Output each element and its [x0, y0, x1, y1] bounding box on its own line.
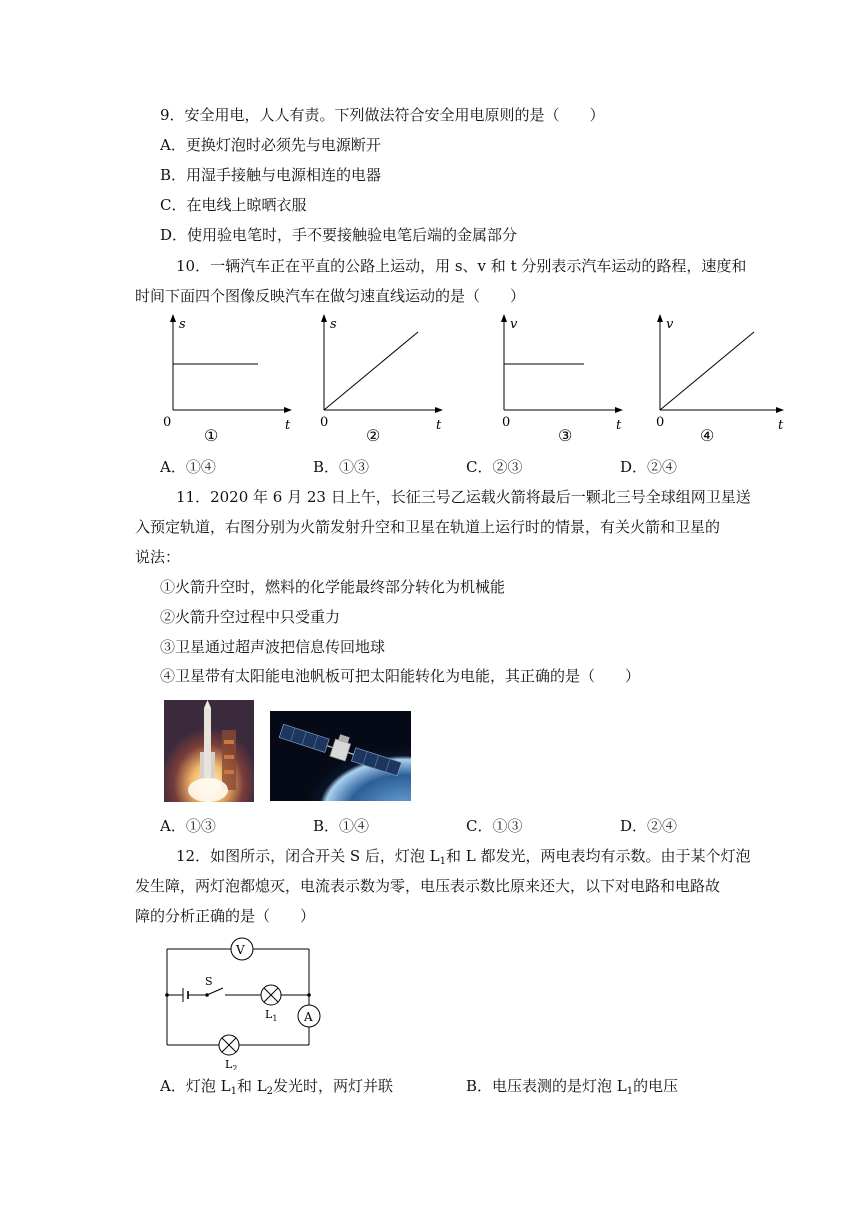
q10-option-a: A．①④	[160, 458, 216, 476]
q10-stem-line1: 10．一辆汽车正在平直的公路上运动，用 s、v 和 t 分别表示汽车运动的路程，速度和	[176, 257, 747, 275]
q11-option-c: C．①③	[466, 817, 523, 835]
q11-stem-line1: 11．2020 年 6 月 23 日上午，长征三号乙运载火箭将最后一颗北三号全球组网卫星送	[176, 488, 751, 506]
graph-2-xaxis: t	[436, 418, 442, 433]
q9-option-c: C．在电线上晾晒衣服	[160, 196, 307, 214]
graph-4-label: ④	[700, 426, 715, 445]
rocket-launch-photo	[164, 700, 254, 802]
graph-2-yaxis: s	[330, 317, 337, 332]
graph-3-xaxis: t	[616, 418, 622, 433]
q11-statement-3: ③卫星通过超声波把信息传回地球	[160, 638, 386, 656]
q9-option-b: B．用湿手接触与电源相连的电器	[160, 166, 382, 184]
graph-1-yaxis: s	[179, 317, 186, 332]
q9-option-d: D．使用验电笔时，手不要接触验电笔后端的金属部分	[160, 226, 518, 244]
q10-option-d: D．②④	[620, 458, 678, 476]
q11-option-b: B．①④	[313, 817, 370, 835]
q11-statement-2: ②火箭升空过程中只受重力	[160, 608, 341, 626]
q11-stem-line3: 说法：	[135, 548, 181, 566]
graph-3	[486, 310, 631, 454]
lamp2-label: $L_2$	[225, 1058, 238, 1070]
graph-4-origin: 0	[656, 415, 665, 430]
graph-3-origin: 0	[502, 415, 511, 430]
q12-stem-line2: 发生障，两灯泡都熄灭，电流表示数为零，电压表示数比原来还大，以下对电路和电路故	[135, 877, 721, 895]
q12-stem-line1: 12．如图所示，闭合开关 S 后，灯泡 $L_1$和 L 都发光，两电表均有示数。由于某个灯泡	[176, 847, 751, 867]
q12-stem-line3: 障的分析正确的是（ ）	[135, 907, 316, 925]
graph-4-xaxis: t	[778, 418, 784, 433]
graph-4	[642, 310, 792, 454]
q11-stem-line2: 入预定轨道，右图分别为火箭发射升空和卫星在轨道上运行时的情景，有关火箭和卫星的	[135, 518, 721, 536]
graph-2-origin: 0	[320, 415, 329, 430]
q10-stem-line2: 时间下面四个图像反映汽车在做匀速直线运动的是（ ）	[135, 287, 526, 305]
graph-3-yaxis: v	[510, 317, 518, 332]
q10-option-c: C．②③	[466, 458, 523, 476]
q11-option-d: D．②④	[620, 817, 678, 835]
ammeter-label: A	[304, 1010, 313, 1024]
graph-3-label: ③	[558, 426, 573, 445]
graph-1-xaxis: t	[285, 418, 291, 433]
q9-option-a: A．更换灯泡时必须先与电源断开	[160, 136, 381, 154]
q9-stem: 9．安全用电，人人有责。下列做法符合安全用电原则的是（ ）	[160, 106, 605, 124]
graph-2-label: ②	[366, 426, 381, 445]
graph-1	[155, 310, 300, 454]
voltmeter-label: V	[236, 943, 245, 957]
graph-1-origin: 0	[163, 415, 172, 430]
q12-option-b: B．电压表测的是灯泡 $L_1$的电压	[466, 1077, 679, 1097]
graph-4-yaxis: v	[666, 317, 674, 332]
circuit-diagram	[155, 935, 335, 1074]
graph-2	[306, 310, 451, 454]
q12-option-a: A．灯泡 $L_1$和 $L_2$发光时，两灯并联	[160, 1077, 394, 1097]
q11-statement-4: ④卫星带有太阳能电池帆板可把太阳能转化为电能，其正确的是（ ）	[160, 667, 641, 685]
switch-label: S	[205, 975, 213, 988]
satellite-photo	[270, 711, 411, 801]
q11-statement-1: ①火箭升空时，燃料的化学能最终部分转化为机械能	[160, 578, 506, 596]
graph-1-label: ①	[204, 426, 219, 445]
q11-option-a: A．①③	[160, 817, 216, 835]
lamp1-label: $L_1$	[265, 1008, 278, 1023]
q10-option-b: B．①③	[313, 458, 370, 476]
